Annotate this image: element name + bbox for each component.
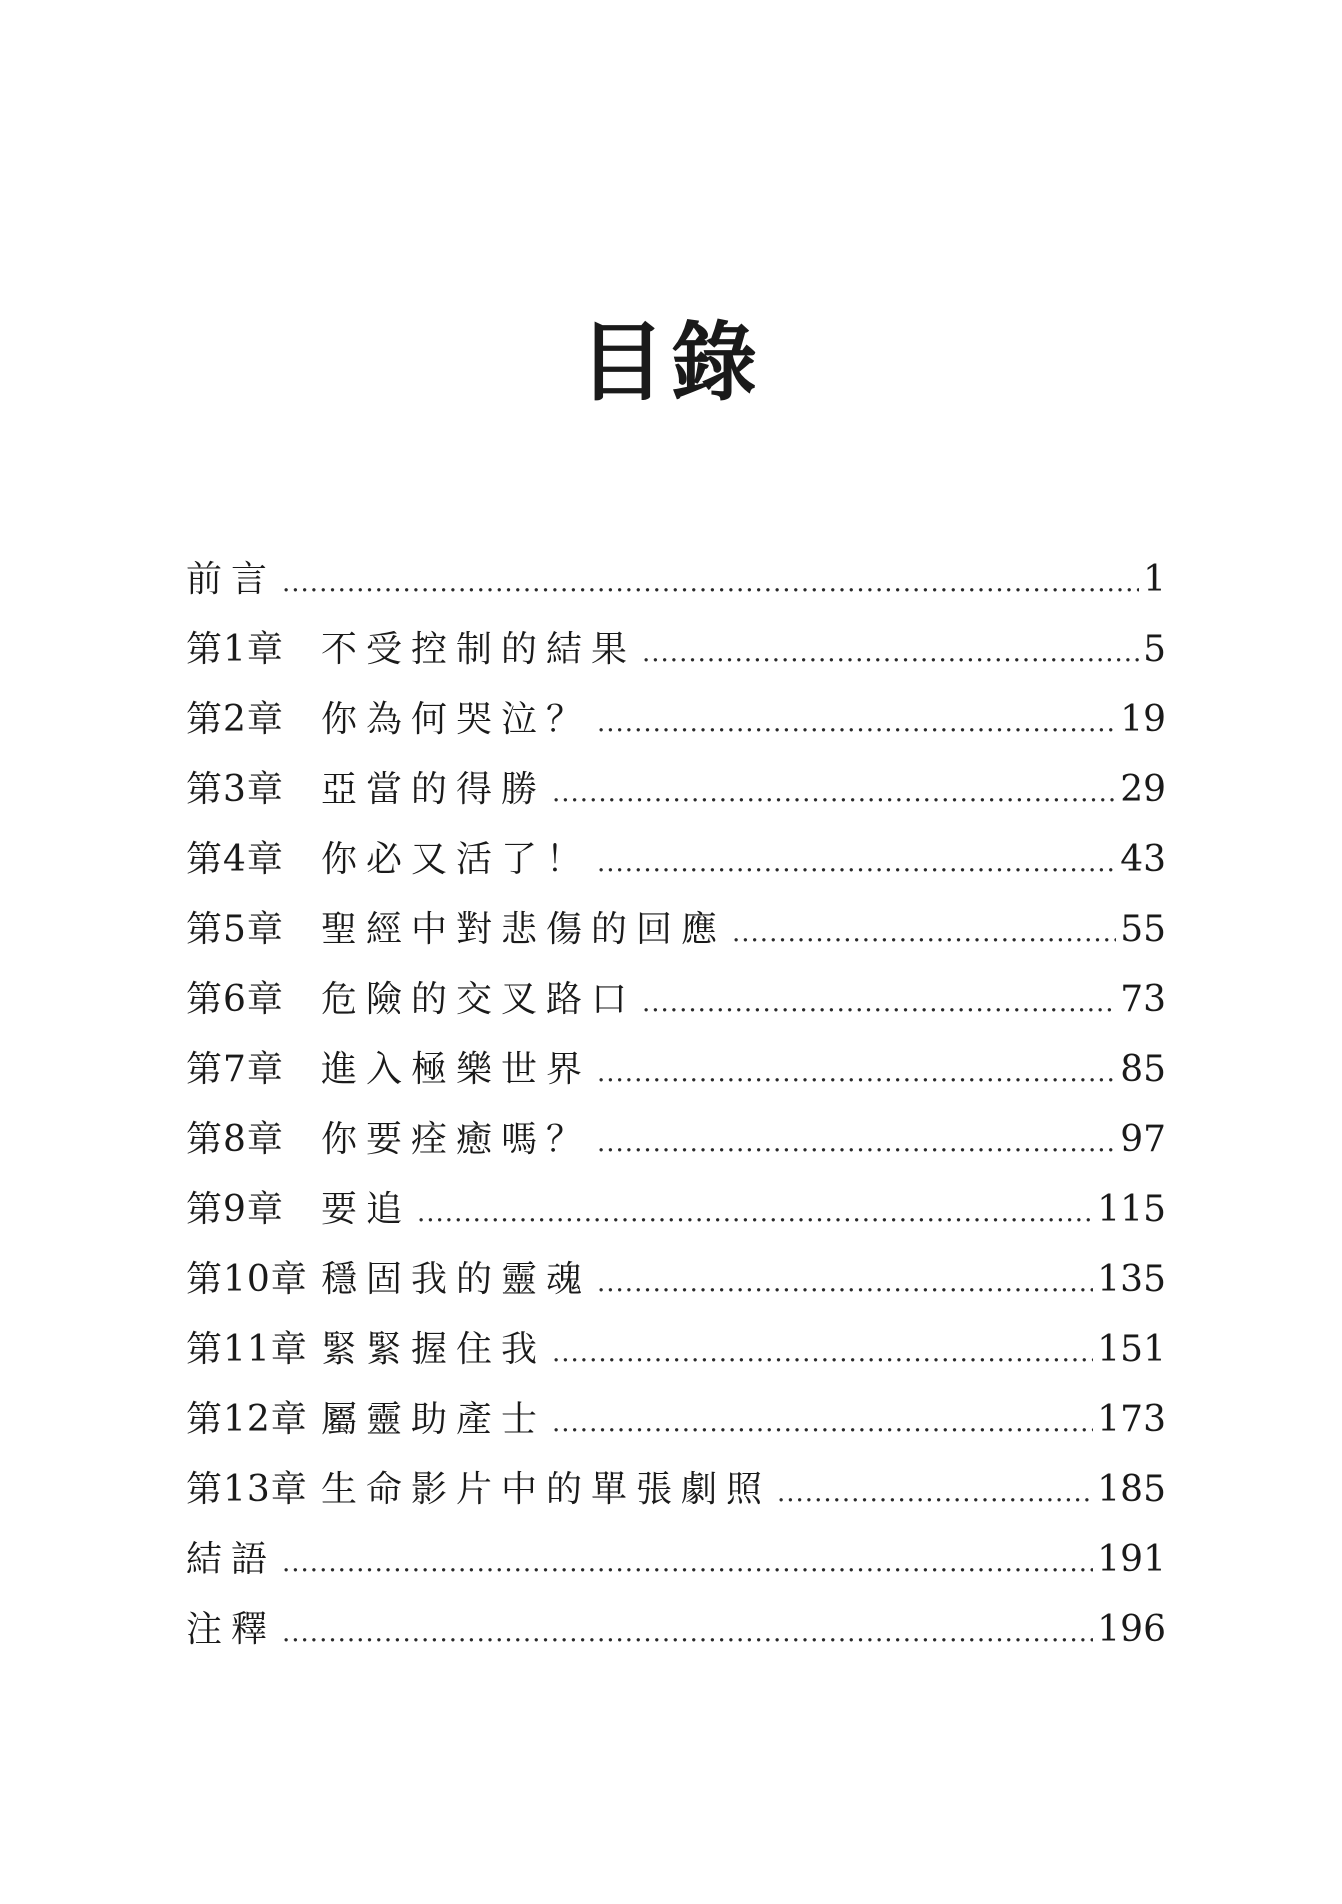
toc-leader-dots [642, 968, 1116, 1038]
toc-chapter-number: 第2章 [186, 699, 284, 740]
toc-chapter-number: 第9章 [186, 1189, 284, 1230]
toc-page-number: 73 [1120, 979, 1166, 1020]
toc-chapter-number: 第11章 [186, 1329, 308, 1370]
toc-entry-title: 生命影片中的單張劇照 [321, 1469, 772, 1510]
table-of-contents [186, 545, 1166, 1665]
toc-page-number: 191 [1097, 1539, 1166, 1580]
toc-entry-title: 前言 [186, 559, 277, 600]
toc-chapter-number: 第5章 [186, 909, 284, 950]
toc-page-number: 173 [1097, 1399, 1166, 1440]
toc-leader-dots [282, 1598, 1093, 1668]
toc-chapter-number: 第8章 [186, 1119, 284, 1160]
toc-page-number: 19 [1120, 699, 1166, 740]
toc-leader-dots [282, 548, 1139, 618]
toc-entry-chapter-3[interactable] [186, 755, 1166, 825]
toc-entry-epilogue[interactable] [186, 1525, 1166, 1595]
toc-chapter-number: 第10章 [186, 1259, 308, 1300]
toc-entry-chapter-12[interactable] [186, 1385, 1166, 1455]
toc-page-number: 5 [1143, 629, 1166, 670]
toc-entry-title: 注釋 [186, 1609, 277, 1650]
toc-entry-chapter-5[interactable] [186, 895, 1166, 965]
toc-leader-dots [642, 618, 1139, 688]
toc-page-number: 43 [1120, 839, 1166, 880]
toc-page-number: 185 [1097, 1469, 1166, 1510]
toc-entry-title: 你要痊癒嗎？ [321, 1119, 592, 1160]
toc-leader-dots [597, 1248, 1093, 1318]
toc-leader-dots [552, 1388, 1093, 1458]
toc-entry-chapter-10[interactable] [186, 1245, 1166, 1315]
toc-leader-dots [732, 898, 1116, 968]
toc-entry-chapter-1[interactable] [186, 615, 1166, 685]
toc-leader-dots [417, 1178, 1093, 1248]
toc-chapter-number: 第3章 [186, 769, 284, 810]
toc-chapter-number: 第7章 [186, 1049, 284, 1090]
toc-entry-title: 聖經中對悲傷的回應 [321, 909, 727, 950]
toc-leader-dots [597, 1108, 1116, 1178]
toc-page-number: 196 [1097, 1609, 1166, 1650]
toc-chapter-number: 第4章 [186, 839, 284, 880]
toc-entry-title: 屬靈助產士 [321, 1399, 547, 1440]
toc-entry-chapter-11[interactable] [186, 1315, 1166, 1385]
toc-entry-chapter-13[interactable] [186, 1455, 1166, 1525]
toc-page-number: 85 [1120, 1049, 1166, 1090]
toc-page-number: 115 [1097, 1189, 1166, 1230]
toc-entry-title: 結語 [186, 1539, 277, 1580]
toc-entry-chapter-9[interactable] [186, 1175, 1166, 1245]
toc-chapter-number: 第13章 [186, 1469, 308, 1510]
toc-entry-chapter-7[interactable] [186, 1035, 1166, 1105]
toc-leader-dots [552, 758, 1116, 828]
toc-entry-title: 不受控制的結果 [321, 629, 637, 670]
toc-leader-dots [282, 1528, 1093, 1598]
toc-entry-title: 進入極樂世界 [321, 1049, 592, 1090]
toc-entry-preface[interactable] [186, 545, 1166, 615]
toc-entry-title: 要追 [321, 1189, 412, 1230]
toc-chapter-number: 第1章 [186, 629, 284, 670]
toc-page-number: 97 [1120, 1119, 1166, 1160]
toc-entry-title: 危險的交叉路口 [321, 979, 637, 1020]
toc-entry-chapter-6[interactable] [186, 965, 1166, 1035]
toc-entry-title: 你為何哭泣？ [321, 699, 592, 740]
toc-page-number: 151 [1097, 1329, 1166, 1370]
toc-chapter-number: 第6章 [186, 979, 284, 1020]
toc-entry-title: 緊緊握住我 [321, 1329, 547, 1370]
toc-entry-chapter-2[interactable] [186, 685, 1166, 755]
toc-entry-chapter-4[interactable] [186, 825, 1166, 895]
toc-page-number: 55 [1120, 909, 1166, 950]
toc-entry-notes[interactable] [186, 1595, 1166, 1665]
toc-leader-dots [597, 828, 1116, 898]
toc-entry-title: 穩固我的靈魂 [321, 1259, 592, 1300]
toc-leader-dots [597, 1038, 1116, 1108]
toc-leader-dots [552, 1318, 1093, 1388]
toc-page-number: 135 [1097, 1259, 1166, 1300]
toc-entry-title: 你必又活了！ [321, 839, 592, 880]
toc-chapter-number: 第12章 [186, 1399, 308, 1440]
page-title: 目錄 [579, 311, 763, 413]
toc-leader-dots [777, 1458, 1093, 1528]
toc-entry-title: 亞當的得勝 [321, 769, 547, 810]
toc-page-number: 1 [1143, 559, 1166, 600]
toc-leader-dots [597, 688, 1116, 758]
toc-entry-chapter-8[interactable] [186, 1105, 1166, 1175]
toc-page-number: 29 [1120, 769, 1166, 810]
